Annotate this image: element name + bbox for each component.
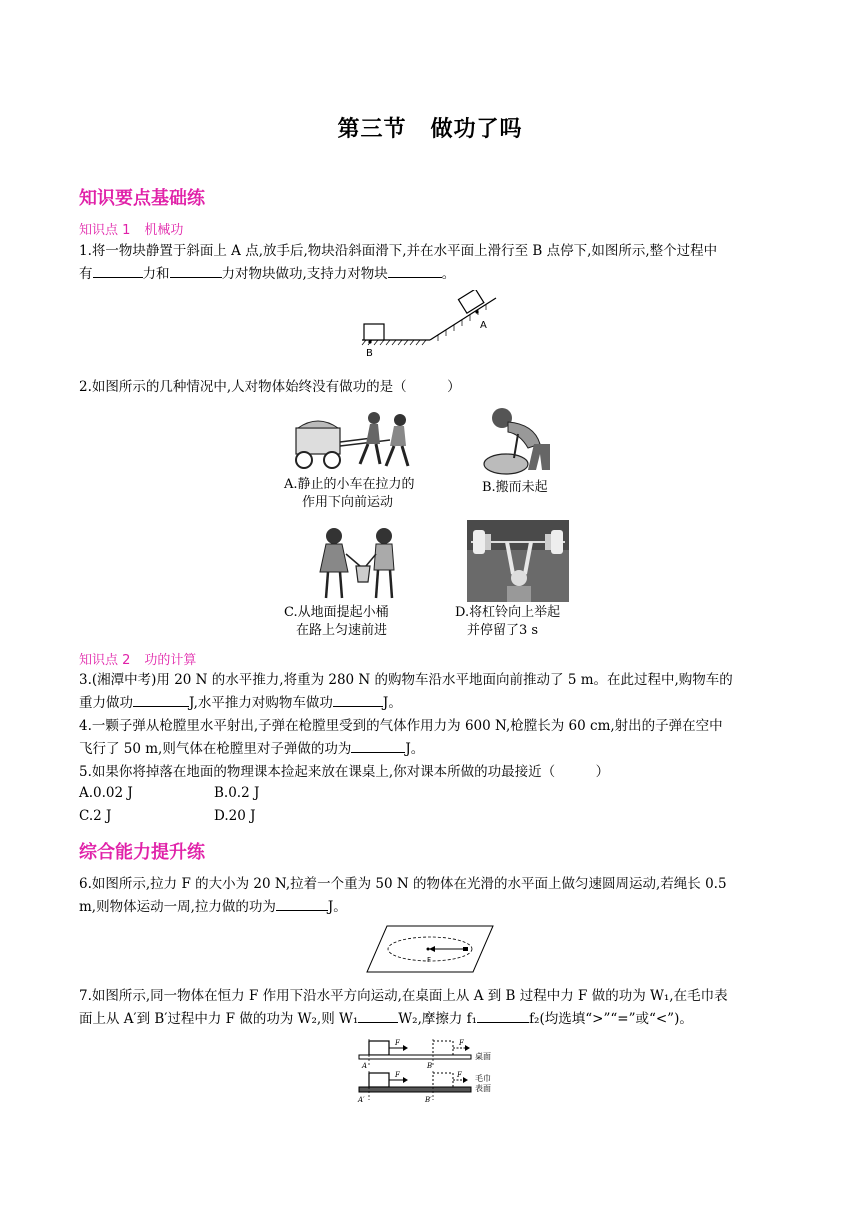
label-a: A (362, 1062, 368, 1070)
svg-text:F: F (457, 1071, 462, 1079)
label-b: B (366, 348, 373, 359)
question-7: 7.如图所示,同一物体在恒力 F 作用下沿水平方向运动,在桌面上从 A 到 B 过程中力 F 做的功为 W₁,在毛巾表 面上从 A′到 B′过程中力 F 做的功为 W₂,则 W₁ W₂,摩擦力 f₁ f₂(均选填“>”“=”或“<”)。 (79, 988, 728, 1027)
question-4: 4.一颗子弹从枪膛里水平射出,子弹在枪膛里受到的气体作用力为 600 N,枪膛长为 60 cm,射出的子弹在空中 飞行了 50 m,则气体在枪膛里对子弹做的功为 J。 (79, 718, 723, 757)
question-1: 1.将一物块静置于斜面上 A 点,放手后,物块沿斜面滑下,并在水平面上滑行至 B 点停下,如图所示,整个过程中 有 力和 力对物块做功,支持力对物块 。 (79, 243, 718, 282)
answer-blank[interactable] (351, 738, 405, 753)
option-b[interactable]: B.0.2 J (214, 785, 260, 801)
question-5: 5.如果你将掉落在地面的物理课本捡起来放在课桌上,你对课本所做的功最接近（ ） (79, 764, 610, 780)
section-heading-advanced: 综合能力提升练 (79, 842, 205, 863)
picture-d-weightlifter (467, 520, 569, 602)
svg-text:F: F (459, 1039, 464, 1047)
answer-blank[interactable] (388, 263, 442, 278)
label-towel: 毛巾 (475, 1074, 491, 1083)
label-b: B (427, 1062, 433, 1070)
question-2: 2.如图所示的几种情况中,人对物体始终没有做功的是（ ） (79, 379, 461, 395)
label-a-prime: A′ (358, 1096, 365, 1103)
answer-blank[interactable] (477, 1008, 529, 1023)
title-section-number: 第三节 (337, 117, 407, 142)
label-b-prime: B′ (425, 1096, 432, 1103)
answer-blank[interactable] (170, 263, 222, 278)
question-3: 3.(湘潭中考)用 20 N 的水平推力,将重为 280 N 的购物车沿水平地面向前推动了 5 m。在此过程中,购物车的 重力做功 J,水平推力对购物车做功 J。 (79, 672, 733, 711)
block-at-a (458, 290, 483, 313)
desk-towel-figure (355, 1037, 505, 1103)
svg-text:F: F (395, 1039, 400, 1047)
page-title (0, 112, 860, 143)
incline-figure (356, 290, 506, 360)
caption-d: D.将杠铃向上举起 并停留了3 s (455, 605, 561, 638)
option-a[interactable]: A.0.02 J (79, 785, 133, 801)
answer-blank[interactable] (358, 1008, 398, 1023)
answer-blank[interactable] (133, 692, 189, 707)
answer-blank[interactable] (276, 896, 328, 911)
question-6: 6.如图所示,拉力 F 的大小为 20 N,拉着一个重为 50 N 的物体在光滑的水平面上做匀速圆周运动,若绳长 0.5 m,则物体运动一周,拉力做的功为 J。 (79, 876, 727, 915)
picture-b-lifting-rock (478, 404, 568, 476)
knowledge-point-2: 知识点 2 功的计算 (79, 653, 197, 668)
label-a: A (480, 320, 487, 331)
picture-c-bucket (312, 526, 412, 602)
option-d[interactable]: D.20 J (214, 808, 256, 824)
label-desk: 桌面 (475, 1052, 491, 1061)
svg-text:F: F (395, 1071, 400, 1079)
answer-blank[interactable] (333, 692, 383, 707)
answer-blank[interactable] (93, 263, 143, 278)
knowledge-point-1: 知识点 1 机械功 (79, 223, 184, 238)
caption-b: B.搬而未起 (482, 480, 548, 495)
caption-c: C.从地面提起小桶 在路上匀速前进 (284, 605, 389, 638)
label-f: F (427, 956, 432, 964)
circular-motion-figure (365, 924, 495, 974)
picture-a-cart (290, 408, 430, 476)
section-heading-basic: 知识要点基础练 (79, 188, 205, 209)
caption-a: A.静止的小车在拉力的 作用下向前运动 (284, 477, 415, 510)
label-towel-surface: 表面 (475, 1084, 491, 1093)
block-at-b (364, 324, 384, 340)
title-topic: 做功了吗 (430, 117, 523, 142)
option-c[interactable]: C.2 J (79, 808, 112, 824)
